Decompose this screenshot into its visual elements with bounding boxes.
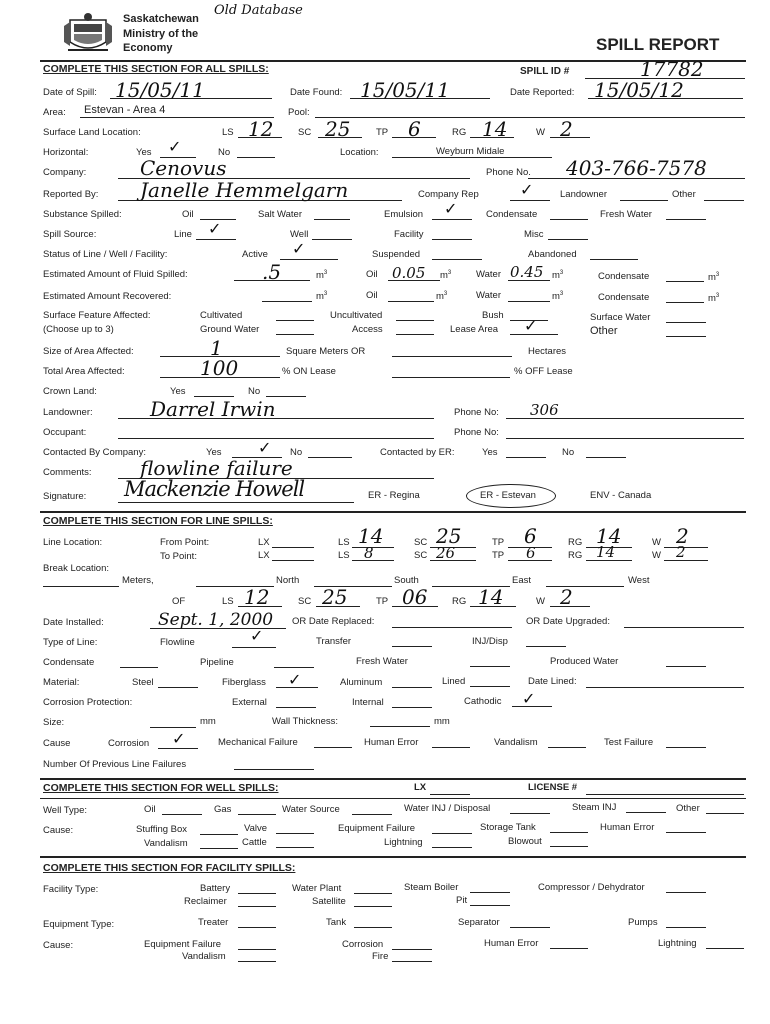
on-lease-label: % ON Lease <box>282 366 336 377</box>
facility-satellite: Satellite <box>312 896 346 907</box>
of-ls-label: LS <box>222 596 234 607</box>
horizontal-no: No <box>218 147 231 158</box>
feature-bush: Bush <box>482 310 504 321</box>
facility-reclaimer: Reclaimer <box>184 896 227 907</box>
facility-cause-human-error: Human Error <box>484 938 539 949</box>
substance-oil: Oil <box>182 209 194 220</box>
area-label: Area: <box>43 107 66 118</box>
occupant-phone-label: Phone No: <box>454 427 499 438</box>
pool-label: Pool: <box>288 107 310 118</box>
equipment-treater: Treater <box>198 917 229 928</box>
oil-spilled-value[interactable]: 0.05 <box>392 264 426 282</box>
to-ls-value[interactable]: 8 <box>364 544 374 562</box>
of-label: OF <box>172 596 186 607</box>
feature-other: Other <box>590 325 618 337</box>
est-spilled-label: Estimated Amount of Fluid Spilled: <box>43 269 188 280</box>
water-spilled-value[interactable]: 0.45 <box>510 263 544 281</box>
spill-id-label: SPILL ID # <box>520 66 570 77</box>
crown-no: No <box>248 386 261 397</box>
contacted-no: No <box>290 447 303 458</box>
status-abandoned: Abandoned <box>528 249 577 260</box>
spilled-oil-label: Oil <box>366 269 378 280</box>
type-inj-disp: INJ/Disp <box>472 636 508 647</box>
type-flowline: Flowline <box>160 637 195 648</box>
contacted-by-company-label: Contacted By Company: <box>43 447 146 458</box>
facility-steam-boiler: Steam Boiler <box>404 882 459 893</box>
well-cause-lightning: Lightning <box>384 837 423 848</box>
date-installed-value[interactable]: Sept. 1, 2000 <box>158 610 274 630</box>
section-divider <box>40 511 746 513</box>
corrosion-protection-label: Corrosion Protection: <box>43 697 133 708</box>
section-heading-facility-spills: COMPLETE THIS SECTION FOR FACILITY SPILLS: <box>43 862 296 874</box>
checkmark-icon[interactable]: ✓ <box>444 199 458 218</box>
date-of-spill-label: Date of Spill: <box>43 87 97 98</box>
source-misc: Misc <box>524 229 544 240</box>
to-rg-label: RG <box>568 550 583 561</box>
w-label: W <box>536 127 545 138</box>
source-line: Line <box>174 229 192 240</box>
to-tp-value[interactable]: 6 <box>526 544 536 562</box>
substance-emulsion: Emulsion <box>384 209 424 220</box>
recovered-water-label: Water <box>476 290 501 301</box>
from-rg-value[interactable]: 14 <box>596 524 622 548</box>
well-cause-blowout: Blowout <box>508 836 542 847</box>
sc-label: SC <box>298 127 312 138</box>
landowner-label: Landowner: <box>43 407 93 418</box>
material-label: Material: <box>43 677 80 688</box>
occupant-label: Occupant: <box>43 427 87 438</box>
section-heading-well-spills: COMPLETE THIS SECTION FOR WELL SPILLS: <box>43 782 279 794</box>
facility-battery: Battery <box>200 883 231 894</box>
well-cause-storage-tank: Storage Tank <box>480 822 536 833</box>
feature-uncultivated: Uncultivated <box>330 310 383 321</box>
checkmark-icon[interactable]: ✓ <box>522 689 536 708</box>
ministry-crest-logo <box>62 12 114 54</box>
status-label: Status of Line / Well / Facility: <box>43 249 168 260</box>
east-label: East <box>512 575 532 586</box>
facility-compressor: Compressor / Dehydrator <box>538 882 645 893</box>
facility-cause-corrosion: Corrosion <box>342 939 384 950</box>
from-point-label: From Point: <box>160 537 210 548</box>
cause-human-error: Human Error <box>364 737 419 748</box>
protection-internal: Internal <box>352 697 384 708</box>
location-label: Location: <box>340 147 379 158</box>
reported-by-label: Reported By: <box>43 189 99 200</box>
date-reported-label: Date Reported: <box>510 87 575 98</box>
surface-location-label: Surface Land Location: <box>43 127 141 138</box>
company-rep-option: Company Rep <box>418 189 479 200</box>
er-regina-option: ER - Regina <box>368 490 420 501</box>
well-cause-label: Cause: <box>43 825 74 836</box>
ls-label: LS <box>222 127 234 138</box>
contacted-yes: Yes <box>206 447 222 458</box>
material-fiberglass: Fiberglass <box>222 677 266 688</box>
section-divider <box>40 798 746 799</box>
checkmark-icon[interactable]: ✓ <box>288 670 302 689</box>
from-sc-label: SC <box>414 537 428 548</box>
source-facility: Facility <box>394 229 424 240</box>
rg-label: RG <box>452 127 467 138</box>
of-w-label: W <box>536 596 545 607</box>
well-type-label: Well Type: <box>43 805 88 816</box>
tp-label: TP <box>376 127 389 138</box>
section-heading-all-spills: COMPLETE THIS SECTION FOR ALL SPILLS: <box>43 63 269 75</box>
square-meters-label: Square Meters OR <box>286 346 366 357</box>
to-w-value[interactable]: 2 <box>676 543 686 561</box>
section-divider <box>40 778 746 780</box>
crown-land-label: Crown Land: <box>43 386 97 397</box>
checkmark-icon[interactable]: ✓ <box>172 729 186 748</box>
wall-thickness-label: Wall Thickness: <box>272 716 338 727</box>
material-steel: Steel <box>132 677 154 688</box>
phone-label: Phone No. <box>486 167 531 178</box>
landowner-phone-value[interactable]: 306 <box>530 401 559 419</box>
total-area-label: Total Area Affected: <box>43 366 125 377</box>
of-rg-value[interactable]: 14 <box>478 585 504 609</box>
well-cause-vandalism: Vandalism <box>144 838 188 849</box>
comments-value[interactable]: flowline failure <box>140 456 293 480</box>
er-yes: Yes <box>482 447 498 458</box>
from-ls-label: LS <box>338 537 350 548</box>
surface-feature-label: Surface Feature Affected: <box>43 310 151 321</box>
line-location-label: Line Location: <box>43 537 103 548</box>
protection-external: External <box>232 697 267 708</box>
landowner-value[interactable]: Darrel Irwin <box>150 397 276 421</box>
to-rg-value[interactable]: 14 <box>596 543 616 561</box>
line-condensate: Condensate <box>43 657 95 668</box>
facility-cause-fire: Fire <box>372 951 389 962</box>
to-point-label: To Point: <box>160 551 197 562</box>
checkmark-icon[interactable]: ✓ <box>520 180 534 199</box>
meters-label: Meters, <box>122 575 154 586</box>
date-lined-label: Date Lined: <box>528 676 577 687</box>
horizontal-label: Horizontal: <box>43 147 89 158</box>
org-name-line3: Economy <box>123 42 173 54</box>
company-value[interactable]: Cenovus <box>140 156 227 180</box>
line-fresh-water: Fresh Water <box>356 656 408 667</box>
horizontal-yes: Yes <box>136 147 152 158</box>
well-cause-valve: Valve <box>244 823 268 834</box>
surface-feature-sublabel: (Choose up to 3) <box>43 324 114 335</box>
section-divider <box>40 856 746 858</box>
material-lined: Lined <box>442 676 466 687</box>
well-type-water-source: Water Source <box>282 804 340 815</box>
status-active: Active <box>242 249 268 260</box>
er-estevan-option[interactable]: ER - Estevan <box>480 490 536 501</box>
date-found-label: Date Found: <box>290 87 343 98</box>
source-well: Well <box>290 229 309 240</box>
landowner-phone-label: Phone No: <box>454 407 499 418</box>
well-type-other: Other <box>676 803 700 814</box>
from-rg-label: RG <box>568 537 583 548</box>
from-ls-value[interactable]: 14 <box>358 524 384 548</box>
est-recovered-label: Estimated Amount Recovered: <box>43 291 172 302</box>
feature-surface-water: Surface Water <box>590 312 651 323</box>
from-tp-value[interactable]: 6 <box>524 524 537 548</box>
spill-id-value[interactable]: 17782 <box>640 57 704 81</box>
well-lx-label: LX <box>414 782 427 793</box>
previous-failures-label: Number Of Previous Line Failures <box>43 759 187 770</box>
from-tp-label: TP <box>492 537 505 548</box>
checkmark-icon[interactable]: ✓ <box>208 219 222 238</box>
well-type-oil: Oil <box>144 804 156 815</box>
area-value[interactable]: Estevan - Area 4 <box>84 104 166 116</box>
to-lx-label: LX <box>258 550 270 561</box>
substance-salt-water: Salt Water <box>258 209 302 220</box>
other-option: Other <box>672 189 696 200</box>
feature-lease-area: Lease Area <box>450 324 499 335</box>
equipment-type-label: Equipment Type: <box>43 919 115 930</box>
org-name-line1: Saskatchewan <box>123 13 199 25</box>
well-type-gas: Gas <box>214 804 232 815</box>
from-w-label: W <box>652 537 661 548</box>
date-installed-label: Date Installed: <box>43 617 104 628</box>
to-sc-label: SC <box>414 550 428 561</box>
size-mm-unit: mm <box>200 716 216 727</box>
date-upgraded-label: OR Date Upgraded: <box>526 616 610 627</box>
size-value[interactable]: 1 <box>210 336 223 360</box>
feature-access: Access <box>352 324 383 335</box>
from-lx-label: LX <box>258 537 270 548</box>
type-transfer: Transfer <box>316 636 352 647</box>
facility-cause-lightning: Lightning <box>658 938 697 949</box>
substance-fresh-water: Fresh Water <box>600 209 652 220</box>
crown-yes: Yes <box>170 386 186 397</box>
rg-value[interactable]: 14 <box>482 117 508 141</box>
contacted-by-er-label: Contacted by ER: <box>380 447 455 458</box>
signature-value[interactable]: Mackenzie Howell <box>124 477 305 501</box>
comments-label: Comments: <box>43 467 92 478</box>
hectares-label: Hectares <box>528 346 567 357</box>
material-aluminum: Aluminum <box>340 677 383 688</box>
from-sc-value[interactable]: 25 <box>436 524 462 548</box>
facility-pit: Pit <box>456 895 468 906</box>
checkmark-icon[interactable]: ✓ <box>258 438 272 457</box>
line-cause-label: Cause <box>43 738 71 749</box>
form-title: SPILL REPORT <box>596 35 720 54</box>
of-rg-label: RG <box>452 596 467 607</box>
total-area-value[interactable]: 100 <box>200 356 239 380</box>
line-produced-water: Produced Water <box>550 656 619 667</box>
facility-cause-equipment-failure: Equipment Failure <box>144 939 222 950</box>
section-heading-line-spills: COMPLETE THIS SECTION FOR LINE SPILLS: <box>43 515 273 527</box>
from-w-value[interactable]: 2 <box>676 524 689 548</box>
to-tp-label: TP <box>492 550 505 561</box>
well-type-water-inj: Water INJ / Disposal <box>404 803 491 814</box>
equipment-separator: Separator <box>458 917 500 928</box>
of-tp-label: TP <box>376 596 389 607</box>
cause-vandalism: Vandalism <box>494 737 538 748</box>
to-ls-label: LS <box>338 550 350 561</box>
reported-by-value[interactable]: Janelle Hemmelgarn <box>140 178 349 202</box>
north-label: North <box>276 575 300 586</box>
facility-type-label: Facility Type: <box>43 884 99 895</box>
date-of-spill-value[interactable]: 15/05/11 <box>115 78 205 102</box>
spilled-condensate-label: Condensate <box>598 271 650 282</box>
well-cause-human-error: Human Error <box>600 822 655 833</box>
type-of-line-label: Type of Line: <box>43 637 98 648</box>
org-name-line2: Ministry of the <box>123 28 199 40</box>
date-replaced-label: OR Date Replaced: <box>292 616 375 627</box>
recovered-oil-label: Oil <box>366 290 378 301</box>
south-label: South <box>394 575 419 586</box>
to-sc-value[interactable]: 26 <box>436 544 456 562</box>
date-found-value[interactable]: 15/05/11 <box>360 78 450 102</box>
spill-source-label: Spill Source: <box>43 229 97 240</box>
line-size-label: Size: <box>43 717 65 728</box>
feature-cultivated: Cultivated <box>200 310 243 321</box>
recovered-condensate-label: Condensate <box>598 292 650 303</box>
sc-value[interactable]: 25 <box>325 117 351 141</box>
well-cause-equipment-failure: Equipment Failure <box>338 823 416 834</box>
env-canada-option: ENV - Canada <box>590 490 652 501</box>
checkmark-icon[interactable]: ✓ <box>292 239 306 258</box>
feature-ground-water: Ground Water <box>200 324 260 335</box>
facility-cause-label: Cause: <box>43 940 74 951</box>
er-no: No <box>562 447 575 458</box>
status-suspended: Suspended <box>372 249 421 260</box>
location-value[interactable]: Weyburn Midale <box>436 146 505 157</box>
substance-label: Substance Spilled: <box>43 209 122 220</box>
of-sc-value[interactable]: 25 <box>322 585 348 609</box>
of-sc-label: SC <box>298 596 312 607</box>
spilled-water-label: Water <box>476 269 501 280</box>
handwritten-annotation: Old Database <box>214 3 303 18</box>
cause-test-failure: Test Failure <box>604 737 654 748</box>
size-label: Size of Area Affected: <box>43 346 134 357</box>
equipment-tank: Tank <box>326 917 347 928</box>
landowner-option: Landowner <box>560 189 608 200</box>
est-spilled-value[interactable]: .5 <box>262 260 282 284</box>
well-cause-cattle: Cattle <box>242 837 267 848</box>
checkmark-icon[interactable]: ✓ <box>524 316 538 335</box>
checkmark-icon[interactable]: ✓ <box>168 137 182 156</box>
phone-value[interactable]: 403-766-7578 <box>566 156 707 180</box>
line-pipeline: Pipeline <box>200 657 234 668</box>
facility-cause-vandalism: Vandalism <box>182 951 226 962</box>
equipment-pumps: Pumps <box>628 917 658 928</box>
signature-label: Signature: <box>43 491 87 502</box>
date-reported-value[interactable]: 15/05/12 <box>594 78 684 102</box>
wall-mm-unit: mm <box>434 716 450 727</box>
to-w-label: W <box>652 550 661 561</box>
substance-condensate: Condensate <box>486 209 538 220</box>
cause-corrosion: Corrosion <box>108 738 150 749</box>
facility-water-plant: Water Plant <box>292 883 342 894</box>
company-label: Company: <box>43 167 87 178</box>
break-location-label: Break Location: <box>43 563 110 574</box>
west-label: West <box>628 575 650 586</box>
well-cause-stuffing-box: Stuffing Box <box>136 824 188 835</box>
of-tp-value[interactable]: 06 <box>402 585 428 609</box>
of-ls-value[interactable]: 12 <box>244 585 270 609</box>
checkmark-icon[interactable]: ✓ <box>250 626 264 645</box>
protection-cathodic: Cathodic <box>464 696 502 707</box>
off-lease-label: % OFF Lease <box>514 366 573 377</box>
w-value[interactable]: 2 <box>560 117 573 141</box>
tp-value[interactable]: 6 <box>408 117 421 141</box>
of-w-value[interactable]: 2 <box>560 585 573 609</box>
cause-mechanical-failure: Mechanical Failure <box>218 737 298 748</box>
ls-value[interactable]: 12 <box>248 117 274 141</box>
well-type-steam-inj: Steam INJ <box>572 802 617 813</box>
license-label: LICENSE # <box>528 782 578 793</box>
